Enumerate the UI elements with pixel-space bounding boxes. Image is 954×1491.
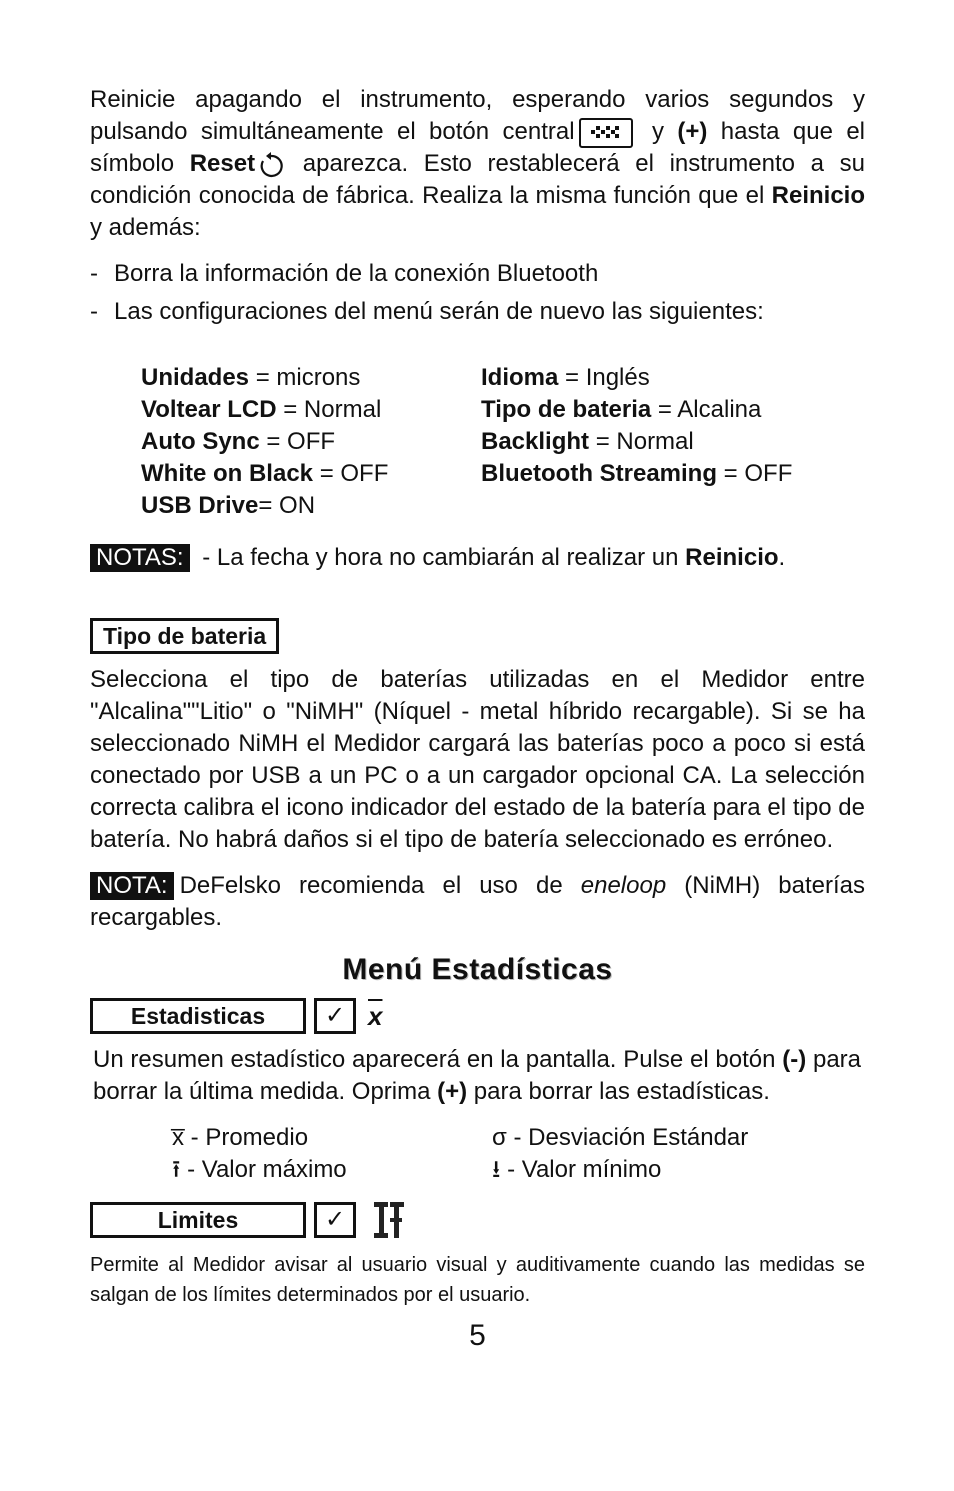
plus-button-label: (+) [677, 118, 708, 145]
statistics-menu-heading: Menú Estadísticas [342, 953, 613, 986]
battery-section [90, 618, 865, 934]
legend-min: ⭳ - Valor mínimo [492, 1156, 662, 1183]
legend-max: ⭱ - Valor máximo [172, 1156, 347, 1183]
reset-icon [259, 152, 283, 178]
limits-icon [372, 1200, 406, 1240]
reset-text-c: hasta que el símbolo [90, 118, 866, 177]
page-number: 5 [469, 1319, 486, 1352]
bullet-dash: - [90, 298, 98, 325]
setting-key: Auto Sync [141, 428, 260, 455]
mean-xbar-icon: $\overline{x}$ [368, 1001, 383, 1031]
statistics-row [90, 998, 865, 1034]
setting-key: Backlight [481, 428, 590, 455]
checkbox-icon: ✓ [314, 1202, 356, 1238]
bullet-item [90, 258, 865, 290]
statistics-label: Estadisticas [90, 998, 306, 1034]
setting-key: Voltear LCD [141, 396, 277, 423]
statistics-description [93, 1044, 861, 1108]
stats-text-a: Un resumen estadístico aparecerá en la pantalla. Pulse el botón [93, 1046, 783, 1073]
setting-key: Tipo de bateria [481, 396, 652, 423]
minus-button-label: (-) [782, 1046, 807, 1073]
setting-auto-sync [141, 426, 481, 458]
setting-units [141, 362, 481, 394]
reinicio-word: Reinicio [771, 182, 865, 209]
setting-key: Idioma [481, 364, 559, 391]
setting-value: = OFF [717, 460, 793, 487]
setting-backlight [481, 426, 865, 458]
reset-text-e: y además: [90, 214, 201, 241]
battery-type-label: Tipo de bateria [90, 618, 279, 654]
notes-badge: NOTAS: [90, 544, 190, 572]
setting-key: White on Black [141, 460, 314, 487]
stats-text-c: para borrar las estadísticas. [467, 1078, 770, 1105]
setting-value: = Normal [589, 428, 694, 455]
notes-reinicio: Reinicio [685, 544, 779, 571]
setting-key: Unidades [141, 364, 250, 391]
limits-description: Permite al Medidor avisar al usuario visual y auditivamente cuando las medidas se salgan de los límites determinados por el usuario. [90, 1254, 865, 1306]
reset-word: Reset [189, 150, 256, 177]
setting-flip-lcd [141, 394, 481, 426]
nota-text-b: (NiMH) baterías recargables. [90, 872, 865, 931]
nota-eneloop: eneloop [580, 872, 667, 899]
statistics-legend [172, 1122, 865, 1186]
setting-battery-type [481, 394, 865, 426]
default-settings-list [141, 362, 865, 522]
setting-value: = OFF [313, 460, 389, 487]
bullet-dash: - [90, 260, 98, 287]
setting-value: = ON [258, 492, 316, 519]
reset-text-a: Reinicie apagando el instrumento, esperando varios segundos y pulsando simultáneamente el botón central [90, 86, 865, 145]
notes-paragraph [90, 542, 865, 574]
setting-value: = Alcalina [651, 396, 762, 423]
setting-language [481, 362, 865, 394]
setting-usb-drive [141, 490, 481, 522]
setting-key: Bluetooth Streaming [481, 460, 718, 487]
bullet-text: Borra la información de la conexión Bluetooth [114, 260, 599, 287]
center-button-icon [579, 118, 633, 148]
reset-text-b: y [638, 118, 678, 145]
setting-value: = Normal [276, 396, 382, 423]
setting-white-on-black [141, 458, 481, 490]
setting-value: = Inglés [558, 364, 650, 391]
notes-period: . [778, 544, 786, 571]
setting-key: USB Drive [141, 492, 259, 519]
notes-text: - La fecha y hora no cambiarán al realizar un [195, 544, 686, 571]
reset-text-d: aparezca. Esto restablecerá el instrumento a su condición conocida de fábrica. Realiza la misma función que el [90, 150, 865, 209]
nota-badge: NOTA: [90, 872, 174, 900]
limits-label: Limites [90, 1202, 306, 1238]
nota-text-a: DeFelsko recomienda el uso de [179, 872, 581, 899]
battery-description: Selecciona el tipo de baterías utilizadas en el Medidor entre "Alcalina""Litio" o "NiMH" (Níquel - metal híbrido recargable). Si se ha seleccionado NiMH el Medidor cargará las baterías poco a poco si está conectado por USB a un PC o a un cargador opcional CA. La selección correcta calibra el icono indicador del estado de la batería para el tipo de batería. No habrá daños si el tipo de batería seleccionado es erróneo. [90, 666, 865, 853]
plus-button-label: (+) [437, 1078, 468, 1105]
battery-note [90, 870, 865, 934]
bullet-text: Las configuraciones del menú serán de nuevo las siguientes: [114, 298, 764, 325]
checkbox-icon: ✓ [314, 998, 356, 1034]
setting-bluetooth-streaming [481, 458, 865, 490]
reset-paragraph [90, 84, 865, 244]
manual-page [90, 84, 865, 1352]
stats-text-b: para borrar la última medida. Oprima [93, 1046, 862, 1105]
legend-std-dev: σ - Desviación Estándar [492, 1124, 749, 1151]
setting-value: = microns [249, 364, 361, 391]
limits-row [90, 1200, 865, 1240]
setting-value: = OFF [259, 428, 336, 455]
bullet-item [90, 296, 865, 328]
legend-mean: x̅ - Promedio [172, 1124, 309, 1151]
